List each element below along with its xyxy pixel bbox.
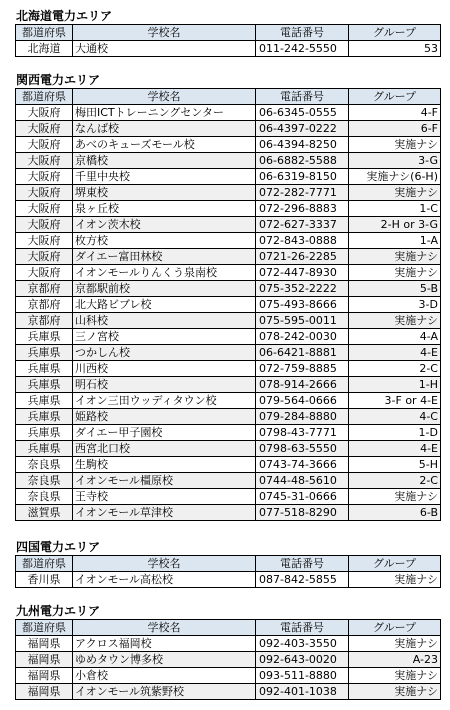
- phone-cell: 0744-48-5610: [256, 473, 349, 489]
- phone-cell: 0743-74-3666: [256, 457, 349, 473]
- table-row: [16, 473, 441, 489]
- table-header-row: [16, 25, 441, 41]
- group-cell: 3-F or 4-E: [349, 393, 441, 409]
- table-row: [16, 345, 441, 361]
- school-name-cell: 川西校: [73, 361, 256, 377]
- table-row: [16, 489, 441, 505]
- table-row: [16, 313, 441, 329]
- phone-cell: 078-242-0030: [256, 329, 349, 345]
- table-header-row: [16, 556, 441, 572]
- table-row: [16, 297, 441, 313]
- prefecture-cell: 大阪府: [16, 249, 73, 265]
- school-table: [15, 619, 441, 700]
- header-group: グループ: [349, 556, 441, 572]
- group-cell: 1-A: [349, 233, 441, 249]
- group-cell: 実施ナシ: [349, 572, 441, 588]
- region-shikoku: [15, 539, 441, 588]
- header-school-name: 学校名: [73, 556, 256, 572]
- school-name-cell: なんば校: [73, 121, 256, 137]
- table-row: [16, 425, 441, 441]
- phone-cell: 06-4397-0222: [256, 121, 349, 137]
- phone-cell: 072-296-8883: [256, 201, 349, 217]
- group-cell: 53: [349, 41, 441, 57]
- prefecture-cell: 大阪府: [16, 121, 73, 137]
- school-name-cell: 大通校: [73, 41, 256, 57]
- school-table: [15, 88, 441, 521]
- table-row: [16, 41, 441, 57]
- school-name-cell: 姫路校: [73, 409, 256, 425]
- group-cell: 4-C: [349, 409, 441, 425]
- group-cell: 実施ナシ: [349, 489, 441, 505]
- phone-cell: 087-842-5855: [256, 572, 349, 588]
- region-kyushu: [15, 603, 441, 700]
- school-name-cell: 生駒校: [73, 457, 256, 473]
- table-row: [16, 185, 441, 201]
- prefecture-cell: 大阪府: [16, 217, 73, 233]
- phone-cell: 06-6345-0555: [256, 105, 349, 121]
- table-row: [16, 105, 441, 121]
- table-row: [16, 441, 441, 457]
- phone-cell: 093-511-8880: [256, 668, 349, 684]
- header-phone: 電話番号: [256, 556, 349, 572]
- table-row: [16, 153, 441, 169]
- group-cell: 3-D: [349, 297, 441, 313]
- header-phone: 電話番号: [256, 89, 349, 105]
- group-cell: 1-C: [349, 201, 441, 217]
- school-name-cell: イオン三田ウッディタウン校: [73, 393, 256, 409]
- school-name-cell: 京都駅前校: [73, 281, 256, 297]
- phone-cell: 06-6882-5588: [256, 153, 349, 169]
- header-prefecture: 都道府県: [16, 89, 73, 105]
- table-row: [16, 377, 441, 393]
- table-row: [16, 572, 441, 588]
- table-row: [16, 281, 441, 297]
- table-row: [16, 217, 441, 233]
- table-row: [16, 121, 441, 137]
- table-row: [16, 169, 441, 185]
- header-school-name: 学校名: [73, 89, 256, 105]
- group-cell: 4-E: [349, 345, 441, 361]
- school-name-cell: イオンモール高松校: [73, 572, 256, 588]
- group-cell: 実施ナシ: [349, 684, 441, 700]
- phone-cell: 075-595-0011: [256, 313, 349, 329]
- phone-cell: 075-352-2222: [256, 281, 349, 297]
- phone-cell: 092-403-3550: [256, 636, 349, 652]
- region-title: 関西電力エリア: [16, 73, 101, 87]
- table-row: [16, 233, 441, 249]
- school-name-cell: 梅田ICTトレーニングセンター: [73, 105, 256, 121]
- region-title: 九州電力エリア: [16, 604, 101, 618]
- phone-cell: 072-282-7771: [256, 185, 349, 201]
- phone-cell: 079-284-8880: [256, 409, 349, 425]
- group-cell: 4-A: [349, 329, 441, 345]
- prefecture-cell: 大阪府: [16, 233, 73, 249]
- group-cell: 実施ナシ(6-H): [349, 169, 441, 185]
- phone-cell: 0798-43-7771: [256, 425, 349, 441]
- group-cell: 4-F: [349, 105, 441, 121]
- school-name-cell: 泉ヶ丘校: [73, 201, 256, 217]
- group-cell: 5-B: [349, 281, 441, 297]
- table-row: [16, 137, 441, 153]
- table-header-row: [16, 620, 441, 636]
- group-cell: 実施ナシ: [349, 668, 441, 684]
- group-cell: 6-B: [349, 505, 441, 521]
- prefecture-cell: 奈良県: [16, 473, 73, 489]
- school-name-cell: 北大路ビブレ校: [73, 297, 256, 313]
- table-row: [16, 409, 441, 425]
- group-cell: 3-G: [349, 153, 441, 169]
- school-name-cell: 三ノ宮校: [73, 329, 256, 345]
- school-name-cell: イオンモール草津校: [73, 505, 256, 521]
- group-cell: 1-D: [349, 425, 441, 441]
- prefecture-cell: 兵庫県: [16, 409, 73, 425]
- table-row: [16, 393, 441, 409]
- region-title: 四国電力エリア: [16, 540, 101, 554]
- header-school-name: 学校名: [73, 620, 256, 636]
- phone-cell: 06-6421-8881: [256, 345, 349, 361]
- school-name-cell: イオンモール筑紫野校: [73, 684, 256, 700]
- group-cell: 4-E: [349, 441, 441, 457]
- prefecture-cell: 福岡県: [16, 668, 73, 684]
- header-group: グループ: [349, 25, 441, 41]
- phone-cell: 0721-26-2285: [256, 249, 349, 265]
- table-row: [16, 329, 441, 345]
- phone-cell: 092-643-0020: [256, 652, 349, 668]
- prefecture-cell: 大阪府: [16, 105, 73, 121]
- table-row: [16, 652, 441, 668]
- school-name-cell: アクロス福岡校: [73, 636, 256, 652]
- group-cell: 実施ナシ: [349, 313, 441, 329]
- table-row: [16, 505, 441, 521]
- phone-cell: 077-518-8290: [256, 505, 349, 521]
- phone-cell: 072-447-8930: [256, 265, 349, 281]
- header-school-name: 学校名: [73, 25, 256, 41]
- group-cell: A-23: [349, 652, 441, 668]
- prefecture-cell: 兵庫県: [16, 329, 73, 345]
- group-cell: 実施ナシ: [349, 185, 441, 201]
- prefecture-cell: 大阪府: [16, 201, 73, 217]
- table-row: [16, 457, 441, 473]
- prefecture-cell: 兵庫県: [16, 345, 73, 361]
- school-table: [15, 555, 441, 588]
- table-row: [16, 265, 441, 281]
- region-hokkaido: [15, 8, 441, 57]
- school-name-cell: 小倉校: [73, 668, 256, 684]
- prefecture-cell: 兵庫県: [16, 425, 73, 441]
- group-cell: 2-H or 3-G: [349, 217, 441, 233]
- school-name-cell: 京橋校: [73, 153, 256, 169]
- phone-cell: 0798-63-5550: [256, 441, 349, 457]
- prefecture-cell: 福岡県: [16, 636, 73, 652]
- header-prefecture: 都道府県: [16, 556, 73, 572]
- table-row: [16, 249, 441, 265]
- phone-cell: 079-564-0666: [256, 393, 349, 409]
- school-name-cell: イオンモールりんくう泉南校: [73, 265, 256, 281]
- school-name-cell: 千里中央校: [73, 169, 256, 185]
- phone-cell: 0745-31-0666: [256, 489, 349, 505]
- phone-cell: 06-6319-8150: [256, 169, 349, 185]
- prefecture-cell: 大阪府: [16, 169, 73, 185]
- prefecture-cell: 京都府: [16, 313, 73, 329]
- prefecture-cell: 奈良県: [16, 489, 73, 505]
- school-name-cell: イオン茨木校: [73, 217, 256, 233]
- group-cell: 1-H: [349, 377, 441, 393]
- prefecture-cell: 福岡県: [16, 652, 73, 668]
- school-name-cell: 王寺校: [73, 489, 256, 505]
- school-name-cell: ゆめタウン博多校: [73, 652, 256, 668]
- phone-cell: 011-242-5550: [256, 41, 349, 57]
- group-cell: 2-C: [349, 473, 441, 489]
- prefecture-cell: 大阪府: [16, 265, 73, 281]
- header-group: グループ: [349, 620, 441, 636]
- school-name-cell: ダイエー富田林校: [73, 249, 256, 265]
- group-cell: 6-F: [349, 121, 441, 137]
- prefecture-cell: 大阪府: [16, 153, 73, 169]
- table-row: [16, 201, 441, 217]
- group-cell: 実施ナシ: [349, 249, 441, 265]
- school-name-cell: 山科校: [73, 313, 256, 329]
- prefecture-cell: 兵庫県: [16, 441, 73, 457]
- group-cell: 実施ナシ: [349, 265, 441, 281]
- table-row: [16, 361, 441, 377]
- prefecture-cell: 兵庫県: [16, 393, 73, 409]
- prefecture-cell: 奈良県: [16, 457, 73, 473]
- prefecture-cell: 北海道: [16, 41, 73, 57]
- school-name-cell: つかしん校: [73, 345, 256, 361]
- header-prefecture: 都道府県: [16, 620, 73, 636]
- prefecture-cell: 大阪府: [16, 185, 73, 201]
- phone-cell: 092-401-1038: [256, 684, 349, 700]
- header-prefecture: 都道府県: [16, 25, 73, 41]
- region-kansai: [15, 72, 441, 521]
- prefecture-cell: 福岡県: [16, 684, 73, 700]
- group-cell: 2-C: [349, 361, 441, 377]
- phone-cell: 072-627-3337: [256, 217, 349, 233]
- phone-cell: 072-843-0888: [256, 233, 349, 249]
- prefecture-cell: 兵庫県: [16, 361, 73, 377]
- school-name-cell: あべのキューズモール校: [73, 137, 256, 153]
- school-name-cell: 西宮北口校: [73, 441, 256, 457]
- prefecture-cell: 香川県: [16, 572, 73, 588]
- phone-cell: 078-914-2666: [256, 377, 349, 393]
- region-title: 北海道電力エリア: [16, 9, 113, 23]
- table-header-row: [16, 89, 441, 105]
- prefecture-cell: 兵庫県: [16, 377, 73, 393]
- table-row: [16, 636, 441, 652]
- prefecture-cell: 京都府: [16, 281, 73, 297]
- prefecture-cell: 京都府: [16, 297, 73, 313]
- group-cell: 実施ナシ: [349, 137, 441, 153]
- school-name-cell: 明石校: [73, 377, 256, 393]
- school-name-cell: 堺東校: [73, 185, 256, 201]
- prefecture-cell: 大阪府: [16, 137, 73, 153]
- phone-cell: 072-759-8885: [256, 361, 349, 377]
- group-cell: 5-H: [349, 457, 441, 473]
- school-table: [15, 24, 441, 57]
- phone-cell: 075-493-8666: [256, 297, 349, 313]
- header-phone: 電話番号: [256, 620, 349, 636]
- header-group: グループ: [349, 89, 441, 105]
- school-name-cell: ダイエー甲子園校: [73, 425, 256, 441]
- table-row: [16, 684, 441, 700]
- school-name-cell: イオンモール橿原校: [73, 473, 256, 489]
- prefecture-cell: 滋賀県: [16, 505, 73, 521]
- header-phone: 電話番号: [256, 25, 349, 41]
- phone-cell: 06-4394-8250: [256, 137, 349, 153]
- group-cell: 実施ナシ: [349, 636, 441, 652]
- table-row: [16, 668, 441, 684]
- school-name-cell: 枚方校: [73, 233, 256, 249]
